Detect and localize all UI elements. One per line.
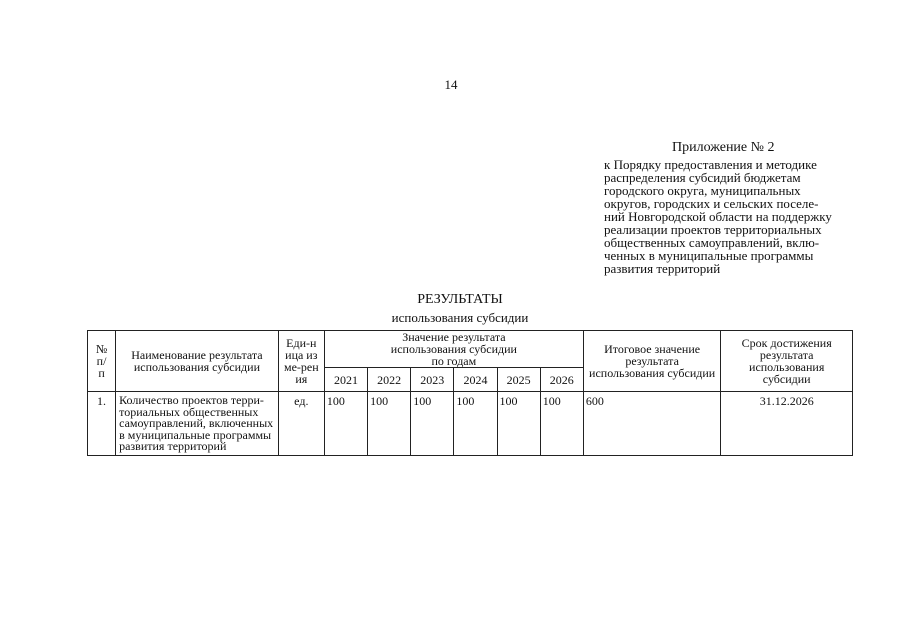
- row-value: 100: [540, 392, 583, 456]
- table-header-row: [88, 331, 853, 368]
- header-year: 2026: [540, 368, 583, 392]
- header-deadline: Срок достижения результата использования субсидии: [721, 331, 853, 392]
- header-year: 2021: [324, 368, 367, 392]
- document-subtitle: использования субсидии: [391, 310, 529, 325]
- row-value: 100: [324, 392, 367, 456]
- appendix-text: [604, 158, 854, 275]
- appendix-line: развития территорий: [604, 261, 721, 276]
- appendix-line: округов, городских и сельских поселе-: [604, 196, 819, 211]
- header-num: № п/п: [88, 331, 116, 392]
- appendix-line: к Порядку предоставления и методике: [604, 157, 817, 172]
- row-value: 100: [454, 392, 497, 456]
- row-unit: ед.: [278, 392, 324, 456]
- row-deadline: 31.12.2026: [721, 392, 853, 456]
- row-value: 100: [368, 392, 411, 456]
- row-total: 600: [583, 392, 721, 456]
- appendix-line: распределения субсидий бюджетам: [604, 170, 801, 185]
- appendix-line: ченных в муниципальные программы: [604, 248, 814, 263]
- appendix-line: городского округа, муниципальных: [604, 183, 801, 198]
- row-value: 100: [411, 392, 454, 456]
- document-title: РЕЗУЛЬТАТЫ: [417, 292, 503, 307]
- header-year: 2023: [411, 368, 454, 392]
- header-year: 2022: [368, 368, 411, 392]
- appendix-line: общественных самоуправлений, вклю-: [604, 235, 820, 250]
- table-row: [88, 392, 853, 456]
- header-total: Итоговое значение результата использования субсидии: [583, 331, 721, 392]
- header-year: 2025: [497, 368, 540, 392]
- row-num: 1.: [88, 392, 116, 456]
- page-number: 14: [444, 77, 458, 92]
- header-name: Наименование результата использования субсидии: [116, 331, 279, 392]
- results-table: [87, 330, 853, 456]
- header-year: 2024: [454, 368, 497, 392]
- row-name: Количество проектов терри-ториальных общественных самоуправлений, включенных в муниципальные программы развития территорий: [116, 392, 279, 456]
- header-unit: Еди-ница изме-рения: [278, 331, 324, 392]
- header-values-group: Значение результата использования субсидии по годам: [324, 331, 583, 368]
- row-value: 100: [497, 392, 540, 456]
- appendix-title: Приложение № 2: [672, 140, 775, 155]
- appendix-line: ний Новгородской области на поддержку: [604, 209, 832, 224]
- appendix-line: реализации проектов территориальных: [604, 222, 822, 237]
